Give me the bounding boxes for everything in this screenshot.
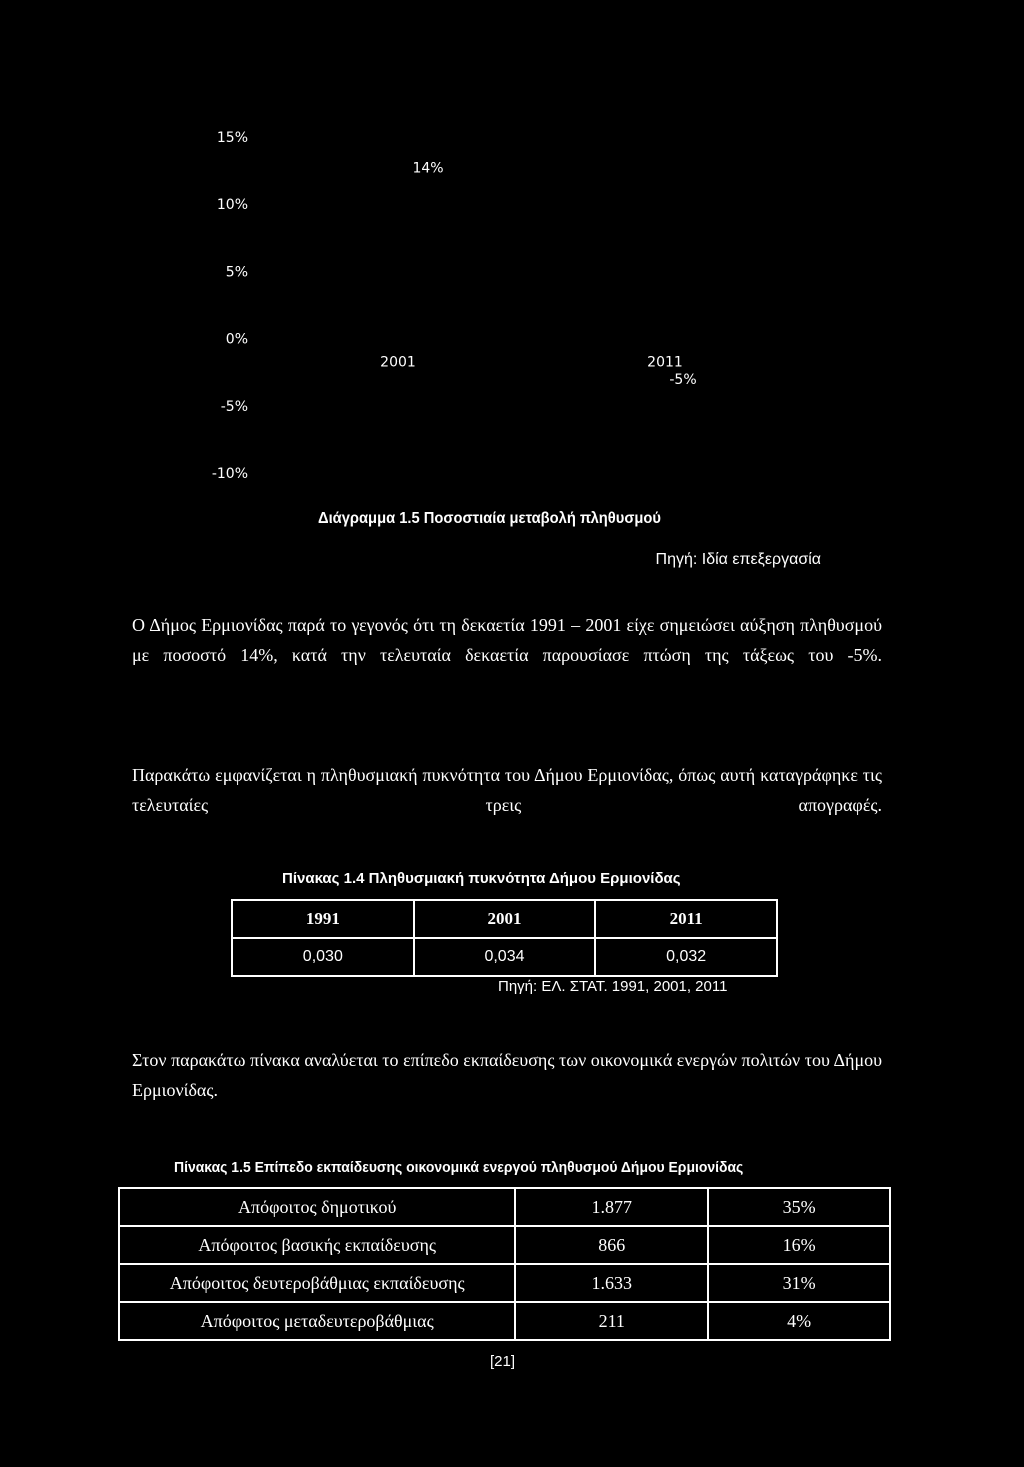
table-row [232,938,777,976]
education-level-cell: Απόφοιτος δημοτικού [119,1188,515,1226]
chart-source: Πηγή: Ιδία επεξεργασία [655,551,821,568]
chart-svg [0,0,1024,500]
percent-cell: 35% [708,1188,890,1226]
page-number: [21] [490,1353,516,1370]
table-row [119,1226,890,1264]
percent-cell: 31% [708,1264,890,1302]
percent-cell: 16% [708,1226,890,1264]
y-tick-label: -5% [220,398,248,415]
y-tick-label: 0% [225,331,248,348]
count-cell: 211 [515,1302,708,1340]
data-label: -5% [669,371,697,388]
table-header-cell: 2011 [595,900,777,938]
education-level-cell: Απόφοιτος μεταδευτεροβάθμιας [119,1302,515,1340]
bar [338,150,458,338]
table-education-title: Πίνακας 1.5 Επίπεδο εκπαίδευσης οικονομικά ενεργού πληθυσμού Δήμου Ερμιονίδας [174,1159,744,1176]
percent-cell: 4% [708,1302,890,1340]
table-cell: 0,032 [595,938,777,976]
count-cell: 1.633 [515,1264,708,1302]
table-cell: 0,034 [414,938,596,976]
count-cell: 866 [515,1226,708,1264]
table-density-title: Πίνακας 1.4 Πληθυσμιακή πυκνότητα Δήμου Ερμιονίδας [282,870,681,887]
table-row [119,1264,890,1302]
x-category-label: 2011 [647,354,683,371]
table-header-cell: 2001 [414,900,596,938]
y-tick-label: 15% [216,130,248,146]
table-header-row [232,900,777,938]
table-row [119,1188,890,1226]
y-tick-label: 5% [225,264,248,281]
table-education [118,1187,891,1341]
table-cell: 0,030 [232,938,414,976]
education-level-cell: Απόφοιτος βασικής εκπαίδευσης [119,1226,515,1264]
population-change-chart [0,0,1024,500]
bar [605,339,725,406]
chart-caption: Διάγραμμα 1.5 Ποσοστιαία μεταβολή πληθυσμού [318,510,661,527]
table-row [119,1302,890,1340]
data-label: 14% [412,160,444,177]
paragraph-density-intro: Παρακάτω εμφανίζεται η πληθυσμιακή πυκνότητα του Δήμου Ερμιονίδας, όπως αυτή καταγράφηκε τις τελευταίες τρεις απογραφές. [132,765,882,815]
x-category-label: 2001 [380,354,416,371]
table-header-cell: 1991 [232,900,414,938]
education-level-cell: Απόφοιτος δευτεροβάθμιας εκπαίδευσης [119,1264,515,1302]
count-cell: 1.877 [515,1188,708,1226]
y-tick-label: -10% [211,466,248,482]
table-density-source: Πηγή: ΕΛ. ΣΤΑΤ. 1991, 2001, 2011 [498,978,728,995]
table-density [231,899,778,977]
paragraph-population-change: Ο Δήμος Ερμιονίδας παρά το γεγονός ότι τη δεκαετία 1991 – 2001 είχε σημειώσει αύξηση πληθυσμού με ποσοστό 14%, κατά την τελευταία δεκαετία παρουσίασε πτώση της τάξεως του -5%. [132,615,882,665]
paragraph-education-intro: Στον παρακάτω πίνακα αναλύεται το επίπεδο εκπαίδευσης των οικονομικά ενεργών πολιτών του Δήμου Ερμιονίδας. [132,1050,882,1100]
y-tick-label: 10% [216,197,248,214]
